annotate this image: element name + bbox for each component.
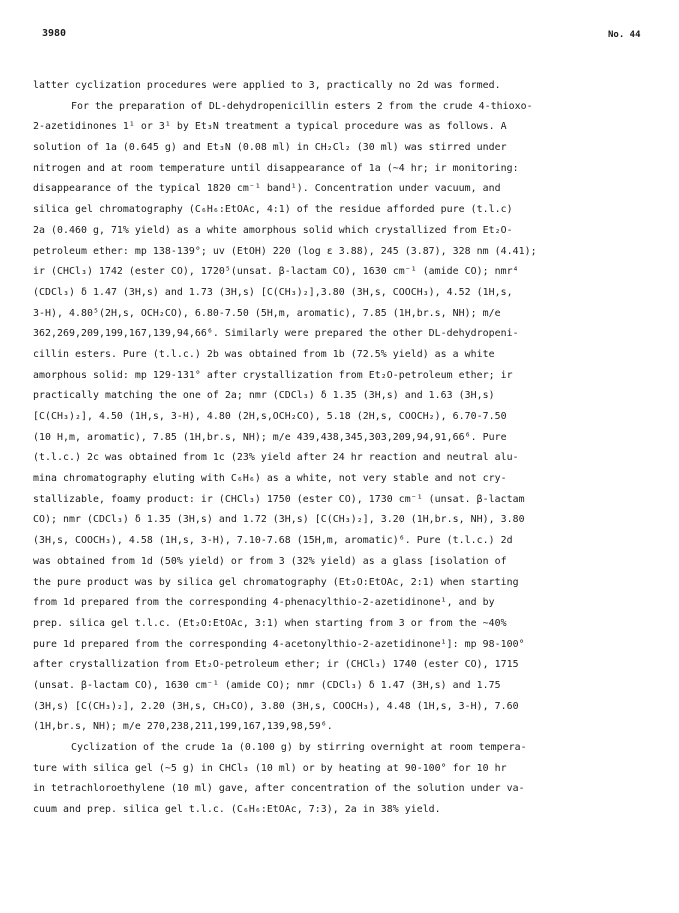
text-line: latter cyclization procedures were applied to 3, practically no 2d was formed. <box>33 80 501 91</box>
journal-number: No. 44 <box>608 30 641 40</box>
text-line: 3-H), 4.80⁵(2H,s, OCH₂CO), 6.80-7.50 (5H,m, aromatic), 7.85 (1H,br.s, NH); m/e <box>33 307 501 319</box>
text-line: (3H,s, COOCH₃), 4.58 (1H,s, 3-H), 7.10-7.68 (15H,m, aromatic)⁶. Pure (t.l.c.) 2d <box>33 535 513 547</box>
text-line: cuum and prep. silica gel t.l.c. (C₆H₆:EtOAc, 7:3), 2a in 38% yield. <box>33 804 441 816</box>
text-line: in tetrachloroethylene (10 ml) gave, after concentration of the solution under va- <box>33 783 525 795</box>
text-line: 2-azetidinones 1¹ or 3¹ by Et₃N treatment a typical procedure was as follows. A <box>33 121 507 133</box>
text-line: (1H,br.s, NH); m/e 270,238,211,199,167,139,98,59⁶. <box>33 721 333 733</box>
text-line: ir (CHCl₃) 1742 (ester CO), 1720⁵(unsat. β-lactam CO), 1630 cm⁻¹ (amide CO); nmr⁴ <box>33 266 519 278</box>
text-line: from 1d prepared from the corresponding 4-phenacylthio-2-azetidinone¹, and by <box>33 597 495 609</box>
text-line: after crystallization from Et₂O-petroleum ether; ir (CHCl₃) 1740 (ester CO), 1715 <box>33 659 519 671</box>
paragraph <box>33 76 647 97</box>
text-line: 2a (0.460 g, 71% yield) as a white amorphous solid which crystallized from Et₂O- <box>33 224 513 236</box>
text-line: CO); nmr (CDCl₃) δ 1.35 (3H,s) and 1.72 (3H,s) [C(CH₃)₂], 3.20 (1H,br.s, NH), 3.80 <box>33 514 525 526</box>
text-line: (3H,s) [C(CH₃)₂], 2.20 (3H,s, CH₃CO), 3.80 (3H,s, COOCH₃), 4.48 (1H,s, 3-H), 7.60 <box>33 700 519 712</box>
text-line: cillin esters. Pure (t.l.c.) 2b was obtained from 1b (72.5% yield) as a white <box>33 348 495 360</box>
paragraph <box>33 738 647 821</box>
paragraph <box>33 97 647 738</box>
text-line: (unsat. β-lactam CO), 1630 cm⁻¹ (amide CO); nmr (CDCl₃) δ 1.47 (3H,s) and 1.75 <box>33 679 501 691</box>
text-line: ture with silica gel (~5 g) in CHCl₃ (10 ml) or by heating at 90-100° for 10 hr <box>33 762 507 774</box>
text-line: was obtained from 1d (50% yield) or from 3 (32% yield) as a glass [isolation of <box>33 555 507 567</box>
text-line: prep. silica gel t.l.c. (Et₂O:EtOAc, 3:1) when starting from 3 or from the ~40% <box>33 617 507 629</box>
text-line: mina chromatography eluting with C₆H₆) as a white, not very stable and not cry- <box>33 473 507 485</box>
text-line: [C(CH₃)₂], 4.50 (1H,s, 3-H), 4.80 (2H,s,OCH₂CO), 5.18 (2H,s, COOCH₂), 6.70-7.50 <box>33 411 507 422</box>
text-line: For the preparation of DL-dehydropenicillin esters 2 from the crude 4-thioxo- <box>71 100 533 112</box>
text-line: (t.l.c.) 2c was obtained from 1c (23% yield after 24 hr reaction and neutral alu- <box>33 452 519 464</box>
text-line: (CDCl₃) δ 1.47 (3H,s) and 1.73 (3H,s) [C(CH₃)₂],3.80 (3H,s, COOCH₃), 4.52 (1H,s, <box>33 286 513 298</box>
text-line: disappearance of the typical 1820 cm⁻¹ band¹). Concentration under vacuum, and <box>33 183 501 195</box>
text-line: petroleum ether: mp 138-139°; uv (EtOH) 220 (log ε 3.88), 245 (3.87), 328 nm (4.41); <box>33 245 537 257</box>
text-line: practically matching the one of 2a; nmr (CDCl₃) δ 1.35 (3H,s) and 1.63 (3H,s) <box>33 390 495 402</box>
text-line: solution of 1a (0.645 g) and Et₃N (0.08 ml) in CH₂Cl₂ (30 ml) was stirred under <box>33 142 507 154</box>
text-line: Cyclization of the crude 1a (0.100 g) by stirring overnight at room tempera- <box>71 742 527 753</box>
text-line: silica gel chromatography (C₆H₆:EtOAc, 4:1) of the residue afforded pure (t.l.c) <box>33 204 513 216</box>
body-text <box>33 76 647 821</box>
text-line: pure 1d prepared from the corresponding 4-acetonylthio-2-azetidinone¹]: mp 98-100° <box>33 638 525 650</box>
page-number: 3980 <box>42 28 67 39</box>
text-line: stallizable, foamy product: ir (CHCl₃) 1750 (ester CO), 1730 cm⁻¹ (unsat. β-lactam <box>33 493 525 505</box>
text-line: amorphous solid: mp 129-131° after crystallization from Et₂O-petroleum ether; ir <box>33 369 513 381</box>
text-line: (10 H,m, aromatic), 7.85 (1H,br.s, NH); m/e 439,438,345,303,209,94,91,66⁶. Pure <box>33 431 507 443</box>
text-line: 362,269,209,199,167,139,94,66⁶. Similarly were prepared the other DL-dehydropeni- <box>33 328 519 340</box>
text-line: the pure product was by silica gel chromatography (Et₂O:EtOAc, 2:1) when starting <box>33 576 519 588</box>
text-line: nitrogen and at room temperature until disappearance of 1a (~4 hr; ir monitoring: <box>33 162 519 174</box>
